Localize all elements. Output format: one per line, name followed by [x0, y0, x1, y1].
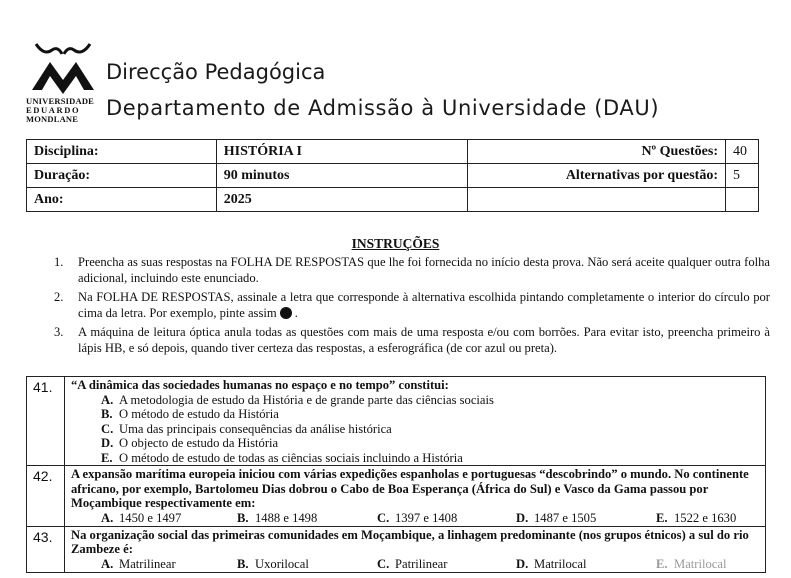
- instruction-item: [50, 325, 770, 356]
- option-text: Patrilinear: [395, 556, 448, 571]
- question-body: [65, 377, 765, 465]
- instructions-title: INSTRUÇÕES: [351, 236, 440, 251]
- empty-cell: [468, 188, 726, 212]
- info-row: [27, 140, 759, 164]
- option-text: 1488 e 1498: [255, 510, 318, 525]
- university-name-line: MONDLANE: [26, 114, 79, 124]
- ano-label: Ano:: [27, 188, 217, 212]
- option-letter: C.: [377, 510, 390, 525]
- option-text: A metodologia de estudo da História e de grande parte das ciências sociais: [119, 392, 494, 407]
- option-letter: D.: [516, 510, 529, 525]
- option: [101, 557, 237, 572]
- option-text: Matrilocal: [674, 556, 727, 571]
- filled-circle-icon: [280, 307, 292, 319]
- option: [101, 393, 759, 408]
- option: [101, 451, 759, 466]
- option-letter: D.: [516, 556, 529, 571]
- question-options: [71, 557, 759, 572]
- option: [377, 511, 516, 526]
- question-row: [27, 527, 765, 573]
- ano-value: 2025: [216, 188, 468, 212]
- option: [516, 557, 656, 572]
- option-text: 1487 e 1505: [534, 510, 597, 525]
- info-row: [27, 188, 759, 212]
- question-body: [65, 527, 765, 572]
- questoes-label: Nº Questões:: [468, 140, 726, 164]
- questions-table: [26, 376, 766, 573]
- instruction-item: [50, 255, 770, 286]
- option: [237, 511, 377, 526]
- option-text: 1450 e 1497: [119, 510, 182, 525]
- instruction-text: A máquina de leitura óptica anula todas as questões com mais de uma resposta e/ou com borrões. Para evitar isto, preencha primeiro à lápis HB, e só depois, quando tiver certeza das respostas, a esferográfica (de cor azul ou preta).: [78, 325, 770, 355]
- option-text: Uxorilocal: [255, 556, 309, 571]
- question-options: [71, 511, 759, 526]
- option: [101, 422, 759, 437]
- option-text: 1397 e 1408: [395, 510, 458, 525]
- option: [237, 557, 377, 572]
- university-name-line: EDUARDO: [26, 105, 81, 115]
- option-text: Uma das principais consequências da análise histórica: [119, 421, 392, 436]
- option-letter: C.: [377, 556, 390, 571]
- option-letter: E.: [101, 450, 113, 465]
- instruction-number: 2.: [54, 290, 64, 304]
- option-letter: A.: [101, 556, 114, 571]
- option-letter: A.: [101, 510, 114, 525]
- questoes-value: 40: [726, 140, 759, 164]
- option-letter: C.: [101, 421, 114, 436]
- question-row: [27, 377, 765, 466]
- instruction-number: 3.: [54, 325, 64, 339]
- question-body: [65, 466, 765, 526]
- instructions-list: [50, 255, 770, 360]
- instruction-number: 1.: [54, 255, 64, 269]
- option-text: O objecto de estudo da História: [119, 436, 279, 450]
- disciplina-value: HISTÓRIA I: [216, 140, 468, 164]
- option: [101, 511, 237, 526]
- option-letter: B.: [101, 407, 113, 421]
- instruction-text: Preencha as suas respostas na FOLHA DE RESPOSTAS que lhe foi fornecida no início desta prova. Não será aceite qualquer outra folha adicional, incluindo este enunciado.: [78, 255, 770, 285]
- university-name-line: UNIVERSIDADE: [26, 96, 95, 106]
- option-text: Matrilinear: [119, 556, 176, 571]
- option: [516, 511, 656, 526]
- option-letter: E.: [656, 510, 668, 525]
- instruction-text-wrap: Na FOLHA DE RESPOSTAS, assinale a letra que corresponde à alternativa escolhida pintando completamente o interior do círculo por cima da letra. Por exemplo, pinte assim .: [78, 290, 770, 320]
- option-text: O método de estudo da História: [119, 407, 279, 421]
- duracao-value: 90 minutos: [216, 164, 468, 188]
- option-letter: B.: [237, 510, 249, 525]
- option: [656, 511, 736, 526]
- alternativas-label: Alternativas por questão:: [468, 164, 726, 188]
- instruction-text: Na FOLHA DE RESPOSTAS, assinale a letra que corresponde à alternativa escolhida pintando completamente o interior do círculo por cima da letra. Por exemplo, pinte assim: [78, 290, 770, 320]
- question-options: [71, 393, 759, 466]
- question-stem: A expansão marítima europeia iniciou com várias expedições espanholas e portuguesas “descobrindo” o mundo. No continente africano, por exemplo, Bartolomeu Dias dobrou o Cabo de Boa Esperança (África do Sul) e Vasco da Gama passou por Moçambique respectivamente em:: [71, 467, 749, 510]
- option: [656, 557, 726, 572]
- university-name: [26, 97, 100, 124]
- info-row: [27, 164, 759, 188]
- question-stem: Na organização social das primeiras comunidades em Moçambique, a linhagem predominante (nos grupos étnicos) a sul do rio Zambeze é:: [71, 527, 749, 556]
- option: [101, 407, 759, 422]
- question-row: [27, 466, 765, 527]
- disciplina-label: Disciplina:: [27, 140, 217, 164]
- question-number: 43.: [27, 527, 65, 572]
- option-text: Matrilocal: [534, 556, 587, 571]
- option-letter: A.: [101, 392, 114, 407]
- instruction-item: [50, 290, 770, 321]
- alternativas-value: 5: [726, 164, 759, 188]
- option: [377, 557, 516, 572]
- question-number: 41.: [27, 377, 65, 465]
- question-number: 42.: [27, 466, 65, 526]
- empty-cell: [726, 188, 759, 212]
- duracao-label: Duração:: [27, 164, 217, 188]
- option-text: 1522 e 1630: [674, 510, 737, 525]
- option-letter: D.: [101, 436, 114, 450]
- exam-info-table: [26, 139, 759, 212]
- option: [101, 436, 759, 451]
- option-letter: B.: [237, 556, 249, 571]
- header-title: Direcção Pedagógica: [106, 60, 326, 84]
- option-letter: E.: [656, 556, 668, 571]
- question-stem: “A dinâmica das sociedades humanas no espaço e no tempo” constitui:: [71, 378, 449, 392]
- header-subtitle: Departamento de Admissão à Universidade (DAU): [106, 96, 660, 120]
- option-text: O método de estudo de todas as ciências sociais incluindo a História: [119, 450, 463, 465]
